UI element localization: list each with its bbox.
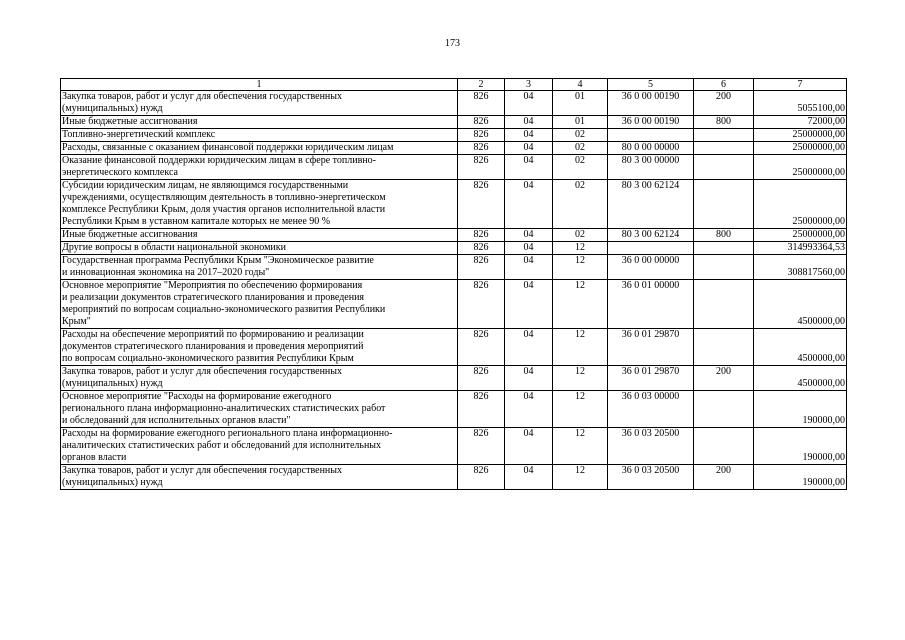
row-name-cell: Оказание финансовой поддержки юридическим лицам в сфере топливно- энергетического комплекса (61, 155, 458, 180)
row-name-cell: Иные бюджетные ассигнования (61, 229, 458, 242)
row-ved-cell: 826 (458, 329, 505, 366)
page-number: 173 (445, 38, 460, 49)
table-header-row (61, 79, 847, 91)
row-name-cell: Закупка товаров, работ и услуг для обеспечения государственных (муниципальных) нужд (61, 91, 458, 116)
row-subsection-cell: 02 (553, 180, 608, 229)
row-section-cell: 04 (505, 155, 553, 180)
row-name-cell: Основное мероприятие "Расходы на формирование ежегодного регионального плана информационно-аналитических статистических работ и обследований для исполнительных органов власти" (61, 391, 458, 428)
row-ved-cell: 826 (458, 180, 505, 229)
row-target-article-cell: 80 3 00 00000 (608, 155, 694, 180)
row-name-cell: Основное мероприятие "Мероприятия по обеспечению формирования и реализации документов стратегического планирования и проведения мероприятий по вопросам социально-экономического развития Республики Крым" (61, 280, 458, 329)
row-ved-cell: 826 (458, 366, 505, 391)
row-name-cell: Топливно-энергетический комплекс (61, 129, 458, 142)
row-section-cell: 04 (505, 129, 553, 142)
row-expense-type-cell: 800 (694, 229, 754, 242)
row-subsection-cell: 12 (553, 280, 608, 329)
row-subsection-cell: 02 (553, 229, 608, 242)
row-target-article-cell: 36 0 03 00000 (608, 391, 694, 428)
row-subsection-cell: 01 (553, 91, 608, 116)
row-section-cell: 04 (505, 391, 553, 428)
row-sum-cell: 4500000,00 (754, 329, 847, 366)
row-ved-cell: 826 (458, 428, 505, 465)
row-section-cell: 04 (505, 116, 553, 129)
row-target-article-cell: 36 0 00 00190 (608, 91, 694, 116)
budget-table (60, 78, 847, 490)
row-ved-cell: 826 (458, 142, 505, 155)
row-ved-cell: 826 (458, 129, 505, 142)
row-sum-cell: 190000,00 (754, 391, 847, 428)
row-sum-cell: 25000000,00 (754, 229, 847, 242)
row-section-cell: 04 (505, 465, 553, 490)
table-row (61, 391, 847, 428)
row-expense-type-cell: 800 (694, 116, 754, 129)
row-section-cell: 04 (505, 255, 553, 280)
row-target-article-cell: 36 0 03 20500 (608, 465, 694, 490)
row-subsection-cell: 02 (553, 142, 608, 155)
row-subsection-cell: 12 (553, 329, 608, 366)
table-row (61, 465, 847, 490)
table-row (61, 180, 847, 229)
row-subsection-cell: 12 (553, 242, 608, 255)
row-sum-cell: 25000000,00 (754, 155, 847, 180)
row-target-article-cell: 36 0 01 00000 (608, 280, 694, 329)
row-name-cell: Закупка товаров, работ и услуг для обеспечения государственных (муниципальных) нужд (61, 366, 458, 391)
row-ved-cell: 826 (458, 155, 505, 180)
row-expense-type-cell (694, 255, 754, 280)
row-sum-cell: 25000000,00 (754, 180, 847, 229)
row-name-cell: Расходы на обеспечение мероприятий по формированию и реализации документов стратегического планирования и проведения мероприятий по вопросам социально-экономического развития Республики Крым (61, 329, 458, 366)
row-section-cell: 04 (505, 242, 553, 255)
row-expense-type-cell (694, 391, 754, 428)
row-expense-type-cell (694, 428, 754, 465)
row-name-cell: Иные бюджетные ассигнования (61, 116, 458, 129)
row-section-cell: 04 (505, 180, 553, 229)
row-expense-type-cell (694, 329, 754, 366)
table-row (61, 242, 847, 255)
header-cell: 6 (694, 79, 754, 91)
row-section-cell: 04 (505, 366, 553, 391)
row-ved-cell: 826 (458, 229, 505, 242)
header-cell: 7 (754, 79, 847, 91)
row-target-article-cell: 36 0 01 29870 (608, 329, 694, 366)
row-subsection-cell: 12 (553, 465, 608, 490)
row-sum-cell: 25000000,00 (754, 142, 847, 155)
row-subsection-cell: 02 (553, 129, 608, 142)
row-expense-type-cell (694, 142, 754, 155)
row-target-article-cell: 36 0 00 00000 (608, 255, 694, 280)
row-subsection-cell: 12 (553, 391, 608, 428)
table-row (61, 129, 847, 142)
row-target-article-cell: 36 0 01 29870 (608, 366, 694, 391)
row-subsection-cell: 12 (553, 428, 608, 465)
row-name-cell: Расходы, связанные с оказанием финансовой поддержки юридическим лицам (61, 142, 458, 155)
table-row (61, 142, 847, 155)
table-row (61, 366, 847, 391)
row-target-article-cell: 80 0 00 00000 (608, 142, 694, 155)
row-name-cell: Другие вопросы в области национальной экономики (61, 242, 458, 255)
row-name-cell: Государственная программа Республики Крым "Экономическое развитие и инновационная экономика на 2017–2020 годы" (61, 255, 458, 280)
row-sum-cell: 4500000,00 (754, 280, 847, 329)
row-sum-cell: 314993364,53 (754, 242, 847, 255)
row-ved-cell: 826 (458, 280, 505, 329)
row-ved-cell: 826 (458, 255, 505, 280)
row-sum-cell: 190000,00 (754, 465, 847, 490)
row-section-cell: 04 (505, 329, 553, 366)
row-section-cell: 04 (505, 280, 553, 329)
row-expense-type-cell (694, 242, 754, 255)
row-sum-cell: 4500000,00 (754, 366, 847, 391)
row-target-article-cell: 80 3 00 62124 (608, 180, 694, 229)
row-ved-cell: 826 (458, 91, 505, 116)
row-expense-type-cell (694, 280, 754, 329)
row-name-cell: Закупка товаров, работ и услуг для обеспечения государственных (муниципальных) нужд (61, 465, 458, 490)
row-ved-cell: 826 (458, 242, 505, 255)
table-row (61, 280, 847, 329)
table-row (61, 229, 847, 242)
row-sum-cell: 190000,00 (754, 428, 847, 465)
row-target-article-cell (608, 129, 694, 142)
row-section-cell: 04 (505, 142, 553, 155)
row-subsection-cell: 01 (553, 116, 608, 129)
row-expense-type-cell: 200 (694, 91, 754, 116)
row-section-cell: 04 (505, 229, 553, 242)
row-target-article-cell: 36 0 03 20500 (608, 428, 694, 465)
table-row (61, 428, 847, 465)
row-expense-type-cell (694, 155, 754, 180)
row-ved-cell: 826 (458, 391, 505, 428)
header-cell: 5 (608, 79, 694, 91)
header-cell: 1 (61, 79, 458, 91)
row-ved-cell: 826 (458, 465, 505, 490)
header-cell: 2 (458, 79, 505, 91)
row-name-cell: Субсидии юридическим лицам, не являющимся государственными учреждениями, осуществляющим деятельность в топливно-энергетическом комплексе Республики Крым, доля участия органов исполнительной власти Республики Крым в уставном капитале которых не менее 90 % (61, 180, 458, 229)
row-target-article-cell: 80 3 00 62124 (608, 229, 694, 242)
table-row (61, 155, 847, 180)
header-cell: 4 (553, 79, 608, 91)
table-row (61, 116, 847, 129)
row-expense-type-cell: 200 (694, 366, 754, 391)
table-row (61, 91, 847, 116)
row-ved-cell: 826 (458, 116, 505, 129)
row-target-article-cell (608, 242, 694, 255)
row-expense-type-cell: 200 (694, 465, 754, 490)
row-expense-type-cell (694, 129, 754, 142)
row-section-cell: 04 (505, 428, 553, 465)
header-cell: 3 (505, 79, 553, 91)
row-expense-type-cell (694, 180, 754, 229)
row-subsection-cell: 02 (553, 155, 608, 180)
row-section-cell: 04 (505, 91, 553, 116)
row-subsection-cell: 12 (553, 366, 608, 391)
table-row (61, 255, 847, 280)
row-sum-cell: 308817560,00 (754, 255, 847, 280)
row-subsection-cell: 12 (553, 255, 608, 280)
row-sum-cell: 72000,00 (754, 116, 847, 129)
row-name-cell: Расходы на формирование ежегодного регионального плана информационно- аналитических статистических работ и обследований для исполнительных органов власти (61, 428, 458, 465)
table-row (61, 329, 847, 366)
row-target-article-cell: 36 0 00 00190 (608, 116, 694, 129)
row-sum-cell: 5055100,00 (754, 91, 847, 116)
row-sum-cell: 25000000,00 (754, 129, 847, 142)
